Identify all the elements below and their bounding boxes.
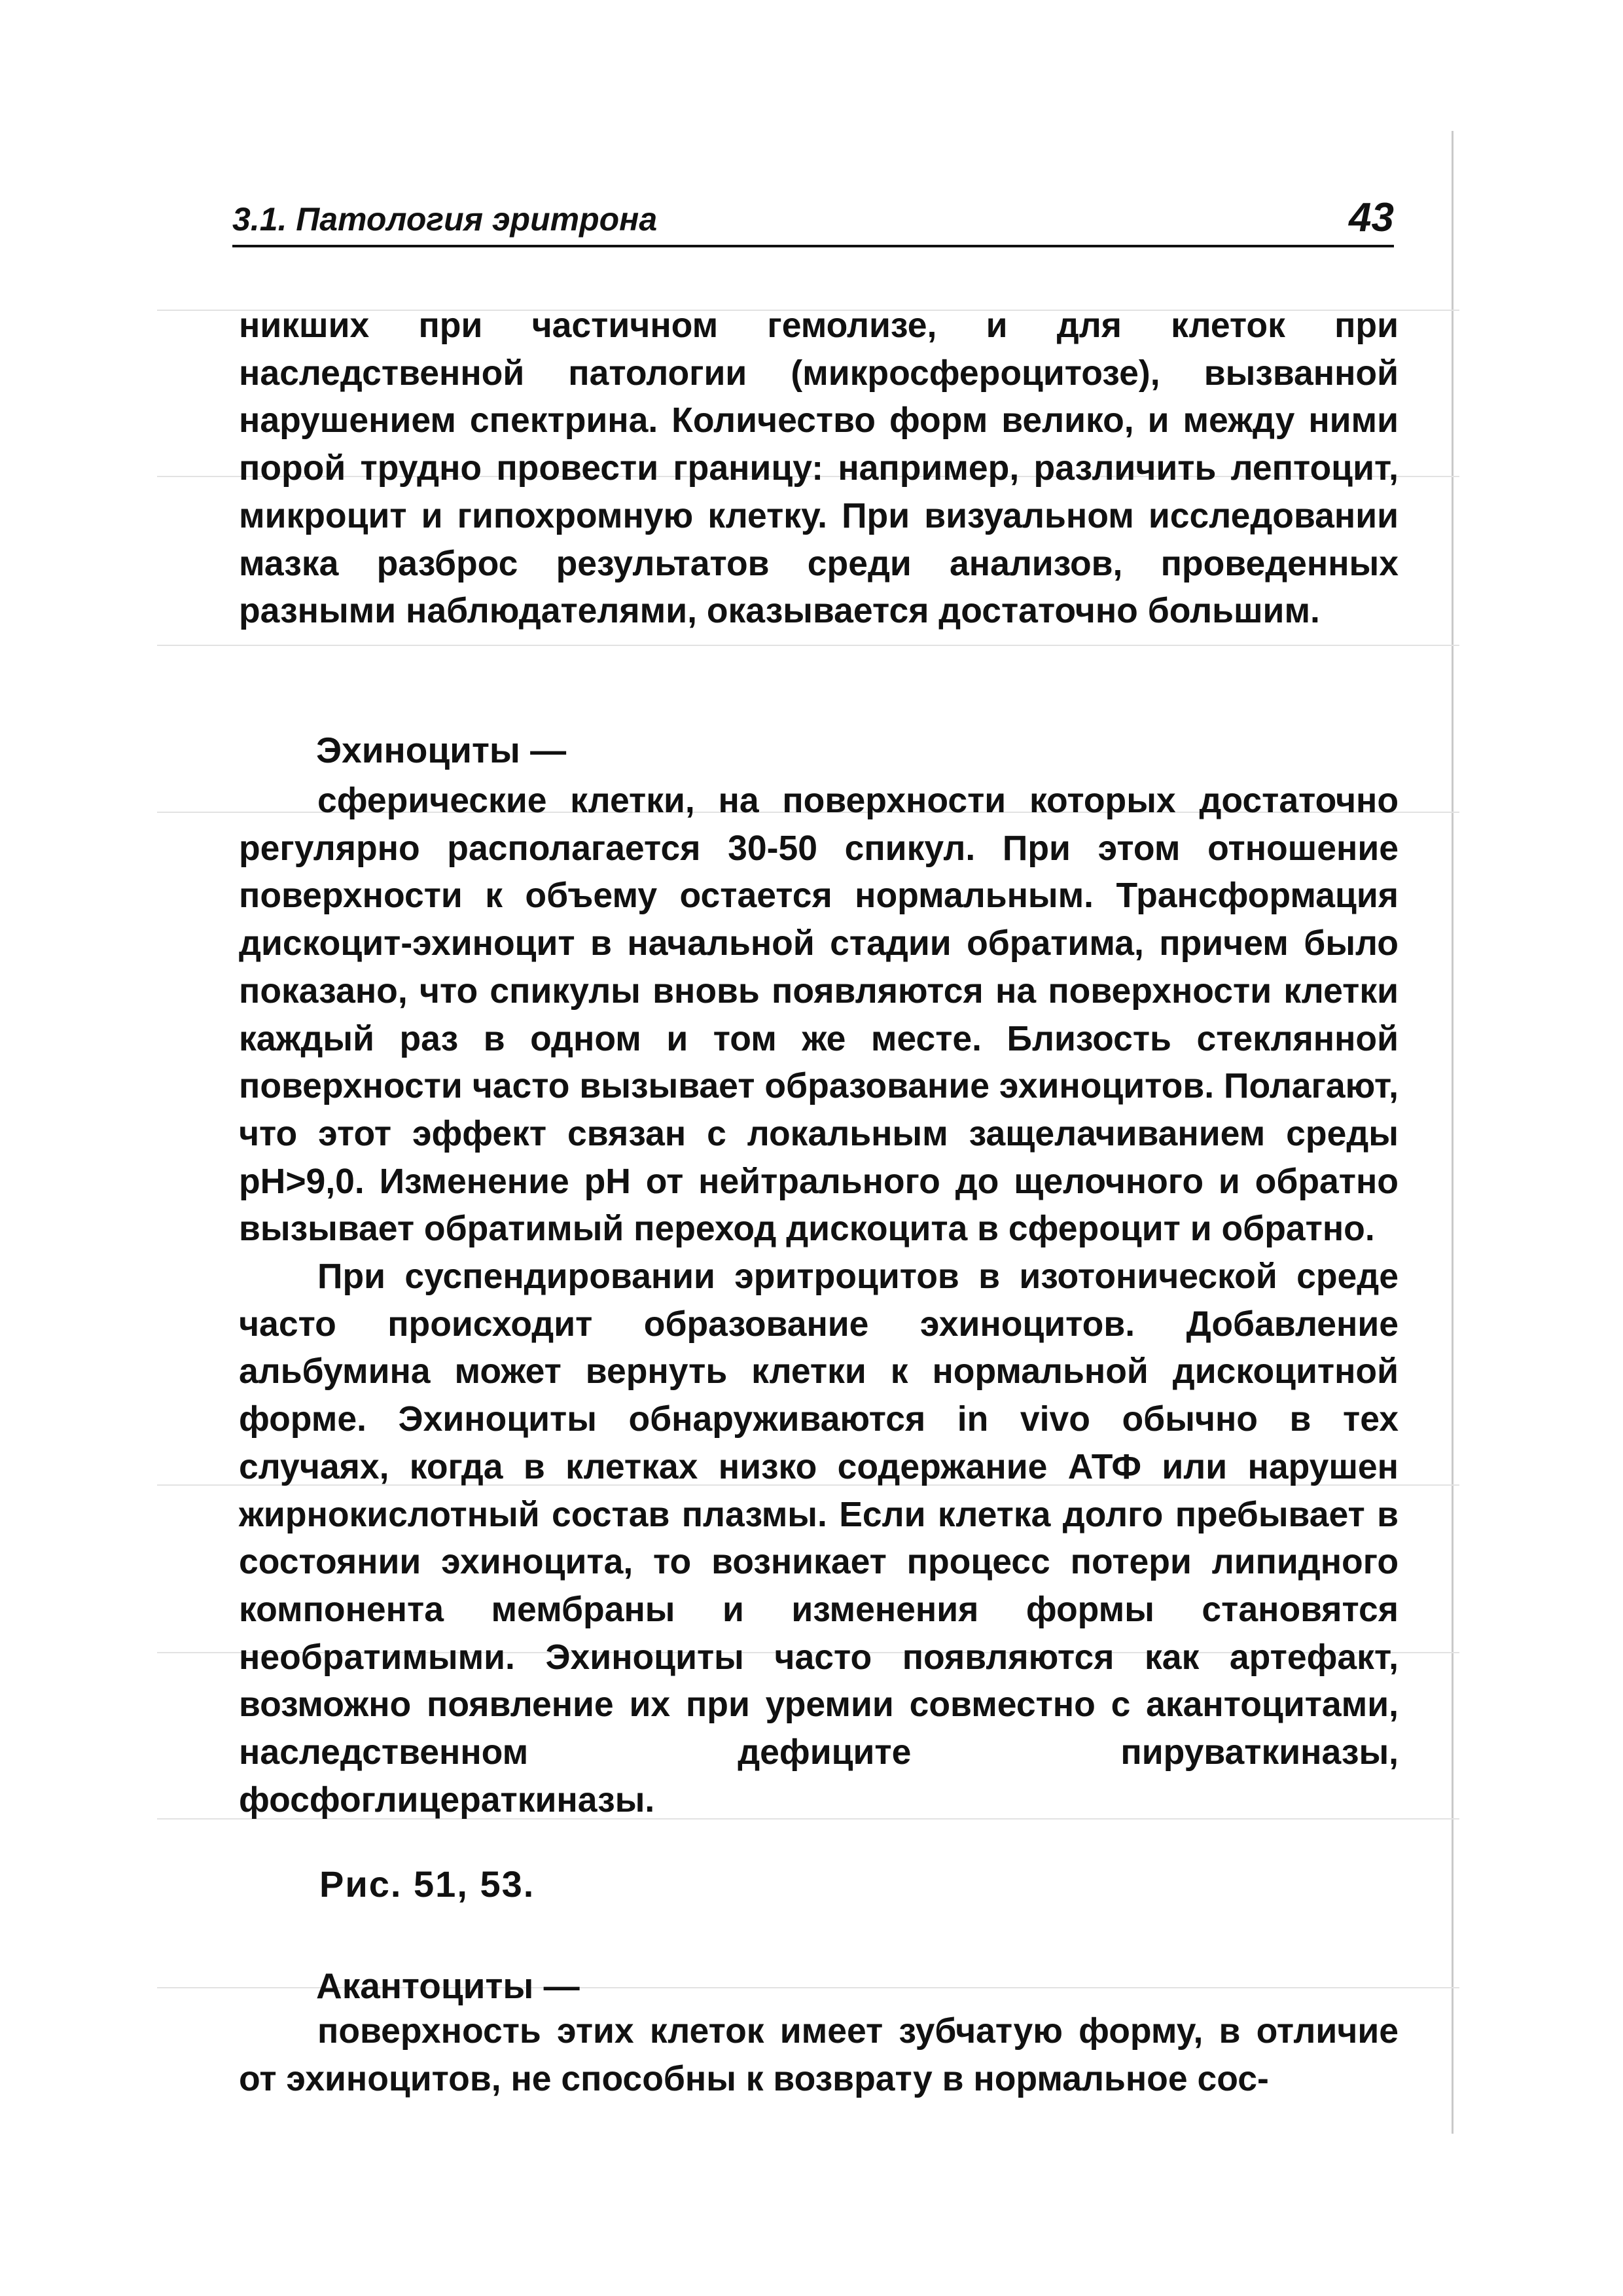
page-header — [232, 188, 1394, 247]
figure-reference: Рис. 51, 53. — [319, 1863, 535, 1905]
paragraph-intro — [239, 302, 1399, 636]
acanthocytes-definition: поверхность этих клеток имеет зубчатую форму, в отличие от эхиноцитов, не способны к возврату в нормальное сос- — [239, 2012, 1399, 2098]
section-echinocytes — [239, 778, 1399, 1824]
intro-text: никших при частичном гемолизе, и для клеток при наследственной патологии (микросфероцитозе), вызванной нарушением спектрина. Количество форм велико, и между ними порой трудно провести границу: например, различить лептоцит, микроцит и гипохромную клетку. При визуальном исследовании мазка разброс результатов среди анализов, проведенных разными наблюдателями, оказывается достаточно большим. — [239, 306, 1399, 631]
page-number: 43 — [1349, 195, 1394, 240]
section-acanthocytes — [239, 2008, 1399, 2103]
running-title: 3.1. Патология эритрона — [232, 201, 658, 238]
term-echinocytes: Эхиноциты — — [316, 730, 567, 770]
scan-artifact-line — [157, 645, 1459, 646]
paragraph-suspension: При суспендировании эритроцитов в изотонической среде часто происходит образование эхиноцитов. Добавление альбумина может вернуть клетки к нормальной дискоцитной форме. Эхиноциты обнаруживаются in vivo обычно в тех случаях, когда в клетках низко содержание АТФ или нарушен жирнокислотный состав плазмы. Если клетка долго пребывает в состоянии эхиноцита, то возникает процесс потери липидного компонента мембраны и изменения формы становятся необратимыми. Эхиноциты часто появляются как артефакт, возможно появление их при уремии совместно с акантоцитами, наследственном дефиците пируваткиназы, фосфоглицераткиназы. — [239, 1257, 1399, 1820]
echinocytes-definition: сферические клетки, на поверхности которых достаточно регулярно располагается 30-50 спикул. При этом отношение поверхности к объему остается нормальным. Трансформация дискоцит-эхиноцит в начальной стадии обратима, причем было показано, что спикулы вновь появляются на поверхности клетки каждый раз в одном и том же месте. Близость стеклянной поверхности часто вызывает образование эхиноцитов. Полагают, что этот эффект связан с локальным защелачиванием среды pH>9,0. Изменение pH от нейтрального до щелочного и обратно вызывает обратимый переход дискоцита в сфероцит и обратно. — [239, 781, 1399, 1249]
page-edge-line — [1452, 131, 1454, 2134]
term-acanthocytes: Акантоциты — — [316, 1965, 580, 2006]
